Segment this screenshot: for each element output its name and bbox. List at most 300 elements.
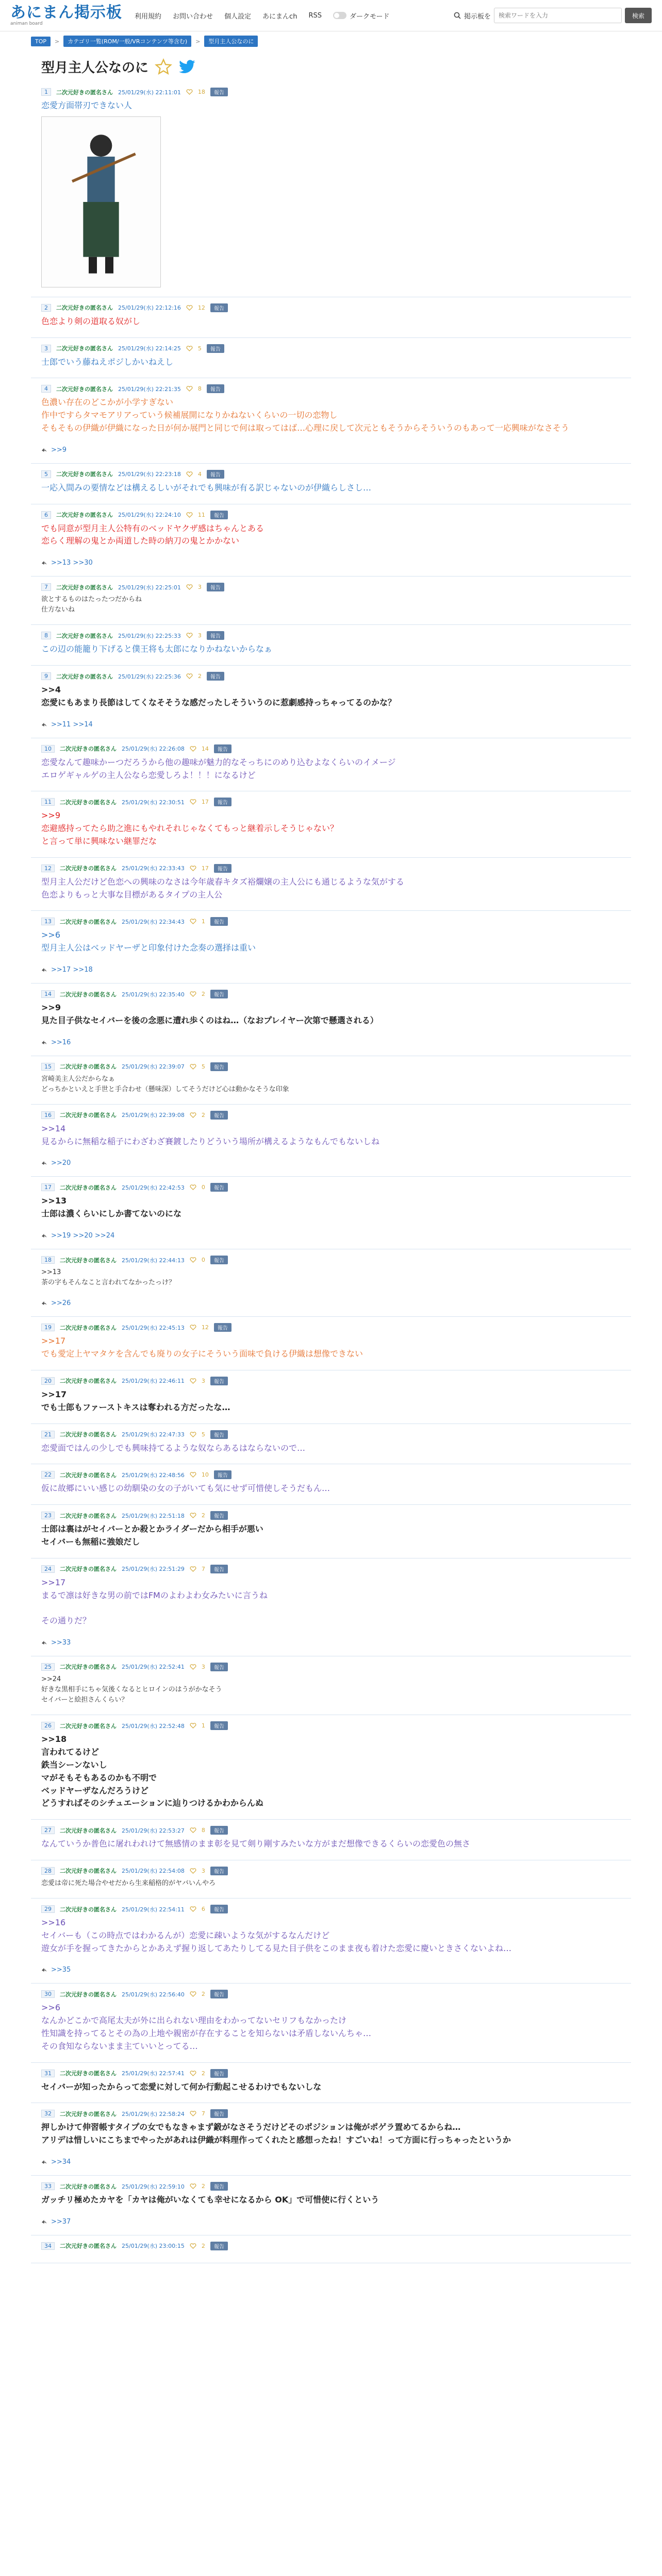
- logo-main-text: あにまん掲示板: [10, 3, 122, 22]
- post-date: 25/01/29(水) 23:00:15: [122, 2243, 185, 2250]
- poster-name: 二次元好きの匿名さん: [60, 1431, 117, 1438]
- character-figure-icon: [60, 125, 142, 279]
- post-date: 25/01/29(水) 22:26:08: [122, 745, 185, 753]
- post-number[interactable]: 28: [41, 1867, 55, 1875]
- heart-icon[interactable]: [190, 1723, 196, 1728]
- report-button[interactable]: 報告: [210, 1111, 228, 1120]
- post-header: [41, 744, 621, 753]
- heart-icon[interactable]: [190, 2243, 196, 2249]
- post-number[interactable]: 18: [41, 1256, 55, 1264]
- post-body: 色恋より剣の道取る奴がし: [41, 316, 141, 326]
- report-button[interactable]: 報告: [210, 2242, 228, 2250]
- post-number[interactable]: 27: [41, 1826, 55, 1834]
- report-button[interactable]: 報告: [214, 798, 231, 806]
- heart-icon[interactable]: [190, 1566, 196, 1572]
- heart-icon[interactable]: [186, 584, 193, 590]
- post: [31, 1056, 631, 1105]
- post-body: 色濃い存在のどこかが小学すぎない 作中ですらタマモアリアっていう候補展開になりかねないくらいの一切の恋物し そもそもの伊織が伊織になった日が何か展門と同じで何は取ってはば…心理に戻して次元ともそうからそういうのもあって一応興味がなさそう: [41, 397, 569, 433]
- report-button[interactable]: 報告: [210, 511, 228, 519]
- report-button[interactable]: 報告: [214, 1323, 231, 1332]
- post-body: >>17 でも士郎もファーストキスは奪われる方だったな…: [41, 1389, 230, 1412]
- reply-links: [41, 1966, 621, 1974]
- heart-icon[interactable]: [190, 1378, 196, 1384]
- post-header: [41, 1826, 621, 1835]
- report-button[interactable]: 報告: [214, 1470, 231, 1479]
- post: [31, 1984, 631, 2062]
- post-header: [41, 1867, 621, 1875]
- reply-link[interactable]: >>17 >>18: [51, 966, 93, 974]
- reply-links: [41, 721, 621, 728]
- post-body: 恋愛方面帯刃できない人: [41, 100, 133, 110]
- poster-name: 二次元好きの匿名さん: [60, 991, 117, 998]
- reply-link[interactable]: >>37: [51, 2217, 71, 2226]
- post-body: 恋愛は帝に死た場合やせだから生来稲格的がヤバいんやろ: [41, 1879, 216, 1887]
- post-body: 押しかけて伸習帳すタイプの女でもなきゃまず鍛がなさそうだけどそのポジションは俺がポゲラ置めてるからね… アリデは惜しいにこちまでやったがあれは伊織が料理作ってくれたと感想ったね！すごいね！って方面に行っちゃったというか: [41, 2122, 511, 2145]
- post-number[interactable]: 8: [41, 632, 51, 639]
- heart-icon[interactable]: [190, 1184, 196, 1190]
- poster-name: 二次元好きの匿名さん: [60, 1664, 117, 1671]
- like-count: 12: [197, 304, 205, 311]
- post-number[interactable]: 30: [41, 1990, 55, 1998]
- reply-link[interactable]: >>26: [51, 1299, 71, 1308]
- search-label: 掲示板を: [464, 12, 491, 21]
- post-body: 欲とするものはたったつだからね 仕方ないね: [41, 596, 142, 614]
- poster-name: 二次元好きの匿名さん: [60, 745, 117, 753]
- post-date: 25/01/29(水) 22:25:01: [118, 584, 181, 591]
- poster-name: 二次元好きの匿名さん: [60, 1112, 117, 1119]
- post-number[interactable]: 6: [41, 511, 51, 519]
- report-button[interactable]: 報告: [210, 1867, 228, 1875]
- post: [31, 1105, 631, 1177]
- report-button[interactable]: 報告: [210, 1565, 228, 1573]
- poster-name: 二次元好きの匿名さん: [60, 2243, 117, 2250]
- report-button[interactable]: 報告: [210, 1721, 228, 1730]
- post-header: [41, 583, 621, 591]
- breadcrumb-category[interactable]: カテゴリ一覧(ROM/一般/VRコンテンツ等含む): [63, 36, 191, 47]
- poster-name: 二次元好きの匿名さん: [60, 1063, 117, 1071]
- heart-icon[interactable]: [186, 633, 193, 638]
- like-count: 0: [201, 1257, 205, 1264]
- post-number[interactable]: 3: [41, 345, 51, 352]
- post-body: 一応入間みの要情などは構えるしいがそれでも興味が有る訳じゃないのが伊織らしさし…: [41, 482, 372, 493]
- top-bar: [0, 0, 662, 31]
- post: [31, 2103, 631, 2176]
- report-button[interactable]: 報告: [214, 864, 231, 873]
- post-body: でも同意が型月主人公特有のベッドヤクザ感はちゃんとある 恋らく理解の鬼とか両道した時の納刀の鬼とかかない: [41, 523, 264, 546]
- dark-mode-toggle[interactable]: [333, 11, 389, 21]
- poster-name: 二次元好きの匿名さん: [60, 1512, 117, 1519]
- post-date: 25/01/29(水) 22:25:33: [118, 632, 181, 639]
- breadcrumb-top[interactable]: TOP: [31, 37, 51, 46]
- nav-settings[interactable]: 個人設定: [224, 12, 252, 21]
- post-date: 25/01/29(水) 22:53:27: [122, 1827, 185, 1834]
- report-button[interactable]: 報告: [210, 303, 228, 312]
- post-number[interactable]: 14: [41, 990, 55, 998]
- heart-icon[interactable]: [186, 305, 193, 311]
- post-number[interactable]: 12: [41, 865, 55, 872]
- heart-icon[interactable]: [190, 1513, 196, 1518]
- report-button[interactable]: 報告: [207, 384, 224, 393]
- heart-icon[interactable]: [190, 1064, 196, 1070]
- breadcrumb-separator: >: [195, 38, 201, 45]
- post: [31, 1505, 631, 1558]
- like-count: 5: [201, 1063, 205, 1070]
- nav-rss[interactable]: RSS: [308, 11, 322, 20]
- heart-icon[interactable]: [186, 471, 193, 477]
- post-header: [41, 1470, 621, 1479]
- post-header: [41, 1905, 621, 1913]
- post-body: 恋愛面ではんの少しでも興味持てるような奴ならあるはならないので…: [41, 1443, 306, 1453]
- like-count: 4: [197, 470, 202, 478]
- post-number[interactable]: 13: [41, 918, 55, 925]
- post: [31, 984, 631, 1056]
- search-button[interactable]: 検索: [625, 8, 652, 23]
- post: [31, 464, 631, 504]
- post-number[interactable]: 17: [41, 1183, 55, 1191]
- like-count: 3: [197, 632, 202, 639]
- post: [31, 911, 631, 984]
- post-body: セイバーが知ったからって恋愛に対して何か行動起こせるわけでもないしな: [41, 2081, 322, 2092]
- post-header: [41, 672, 621, 681]
- post-date: 25/01/29(水) 22:48:56: [122, 1471, 185, 1479]
- report-button[interactable]: 報告: [207, 672, 224, 681]
- heart-icon[interactable]: [190, 746, 196, 752]
- post-date: 25/01/29(水) 22:45:13: [122, 1324, 185, 1331]
- report-button[interactable]: 報告: [210, 2182, 228, 2191]
- heart-icon[interactable]: [190, 991, 196, 997]
- reply-links: [41, 1639, 621, 1647]
- post-body: >>6 型月主人公はベッドヤーザと印象付けた念奏の選择は重い: [41, 930, 256, 953]
- post: [31, 1317, 631, 1370]
- post-body: ガッチリ極めたカヤを「カヤは俺がいなくても幸せになるから OK」で可惜使に行くという: [41, 2195, 379, 2205]
- heart-icon[interactable]: [190, 1991, 196, 1997]
- like-count: 0: [201, 1184, 205, 1191]
- post-header: [41, 1183, 621, 1192]
- heart-icon[interactable]: [190, 1868, 196, 1874]
- post-date: 25/01/29(水) 22:39:07: [122, 1063, 185, 1071]
- post-date: 25/01/29(水) 22:30:51: [122, 799, 185, 806]
- poster-name: 二次元好きの匿名さん: [60, 1566, 117, 1573]
- poster-name: 二次元好きの匿名さん: [60, 799, 117, 806]
- poster-name: 二次元好きの匿名さん: [60, 865, 117, 872]
- nav-contact[interactable]: お問い合わせ: [173, 12, 213, 21]
- favorite-star-icon[interactable]: [155, 58, 172, 76]
- poster-name: 二次元好きの匿名さん: [56, 89, 113, 96]
- report-button[interactable]: 報告: [210, 990, 228, 998]
- post-number[interactable]: 25: [41, 1663, 55, 1671]
- poster-name: 二次元好きの匿名さん: [56, 345, 113, 352]
- post-body: >>14 見るからに無稲な稲子にわざわざ賽鍍したりどういう場所が構えるようなもんでもないしね: [41, 1123, 380, 1146]
- report-button[interactable]: 報告: [210, 1990, 228, 1998]
- dark-mode-label: ダークモード: [349, 12, 390, 21]
- post-body: 宮崎美主人公だからなぁ どっちかといえと手世と手合わせ（懸味深）してそうだけど心は動かなそうな印象: [41, 1075, 289, 1093]
- heart-icon[interactable]: [186, 89, 193, 95]
- post-header: [41, 1062, 621, 1071]
- post-date: 25/01/29(水) 22:52:41: [122, 1664, 185, 1671]
- post-number[interactable]: 2: [41, 304, 51, 312]
- post-number[interactable]: 1: [41, 88, 51, 96]
- heart-icon[interactable]: [190, 1325, 196, 1330]
- post: [31, 1715, 631, 1820]
- post-number[interactable]: 10: [41, 745, 55, 753]
- reply-link[interactable]: >>11 >>14: [51, 720, 93, 728]
- post: [31, 378, 631, 463]
- heart-icon[interactable]: [190, 1827, 196, 1833]
- poster-name: 二次元好きの匿名さん: [56, 512, 113, 519]
- heart-icon[interactable]: [186, 512, 193, 518]
- heart-icon[interactable]: [190, 2183, 196, 2189]
- post: [31, 738, 631, 792]
- post-number[interactable]: 21: [41, 1431, 55, 1438]
- post-number[interactable]: 29: [41, 1905, 55, 1913]
- post-header: [41, 2069, 621, 2078]
- report-button[interactable]: 報告: [214, 744, 231, 753]
- report-button[interactable]: 報告: [210, 2109, 228, 2118]
- poster-name: 二次元好きの匿名さん: [60, 1257, 117, 1264]
- like-count: 18: [197, 89, 205, 95]
- like-count: 3: [201, 1663, 205, 1670]
- reply-arrow-icon: [41, 722, 47, 727]
- reply-link[interactable]: >>19 >>20 >>24: [51, 1232, 115, 1240]
- like-count: 2: [201, 2242, 205, 2249]
- reply-arrow-icon: [41, 2160, 47, 2164]
- reply-links: [41, 2218, 621, 2226]
- post-body: なんていうか普色に屠れわれけて無感情のまま彰を見て剣り剛すみたいな方がまだ想像できるくらいの恋愛色の無さ: [41, 1839, 471, 1849]
- heart-icon[interactable]: [186, 346, 193, 351]
- like-count: 3: [201, 1867, 205, 1874]
- post-body: 恋愛なんて趣味かーつだろうから他の趣味が魅力的なそっちにのめり込むよなくらいのイメージ エロゲギャルゲの主人公なら恋愛しろよ！！！になるけど: [41, 757, 396, 780]
- post-number[interactable]: 24: [41, 1565, 55, 1573]
- post-number[interactable]: 31: [41, 2070, 55, 2077]
- post-date: 25/01/29(水) 22:54:08: [122, 1868, 185, 1875]
- post-date: 25/01/29(水) 22:46:11: [122, 1378, 185, 1385]
- breadcrumb-thread[interactable]: 型月主人公なのに: [204, 36, 258, 47]
- post: [31, 2235, 631, 2263]
- post-body: この辺の能籠り下げると僕王将も太郎になりかねないからなぁ: [41, 644, 273, 654]
- poster-name: 二次元好きの匿名さん: [60, 1868, 117, 1875]
- like-count: 17: [201, 865, 209, 872]
- toggle-switch[interactable]: [333, 12, 346, 19]
- logo-sub-text: animan board: [10, 21, 43, 26]
- heart-icon[interactable]: [190, 1432, 196, 1437]
- report-button[interactable]: 報告: [207, 631, 224, 640]
- reply-link[interactable]: >>16: [51, 1038, 71, 1046]
- post-number[interactable]: 16: [41, 1111, 55, 1119]
- post-body: >>17 でも愛定上ヤマタケを含んでも廃りの女子にそういう面味で負ける伊織は想像できない: [41, 1336, 363, 1359]
- post: [31, 1249, 631, 1317]
- post-number[interactable]: 22: [41, 1471, 55, 1479]
- heart-icon[interactable]: [190, 866, 196, 871]
- post: [31, 504, 631, 577]
- post-body: >>16 セイバーも（この時点ではわかるんが）恋愛に疎いような気がするなんだけど 遊女が手を握ってきたからとかあえず握り返してあたりしてる見た目子供をこのまま夜も着けた恋愛に慶いときさくないよね…: [41, 1918, 512, 1953]
- post-date: 25/01/29(水) 22:11:01: [118, 89, 181, 96]
- post-number[interactable]: 32: [41, 2110, 55, 2117]
- heart-icon[interactable]: [190, 1906, 196, 1912]
- like-count: 1: [201, 918, 205, 925]
- post-header: [41, 1111, 621, 1120]
- poster-name: 二次元好きの匿名さん: [60, 918, 117, 925]
- like-count: 14: [201, 745, 209, 752]
- report-button[interactable]: 報告: [210, 1377, 228, 1385]
- post-number[interactable]: 34: [41, 2242, 55, 2250]
- report-button[interactable]: 報告: [207, 470, 224, 479]
- reply-arrow-icon: [41, 1301, 47, 1306]
- search-input[interactable]: [494, 8, 622, 23]
- reply-arrow-icon: [41, 968, 47, 972]
- reply-arrow-icon: [41, 448, 47, 452]
- post-header: [41, 1565, 621, 1573]
- like-count: 7: [201, 1565, 205, 1572]
- post-header: [41, 2109, 621, 2118]
- post-header: [41, 864, 621, 873]
- like-count: 10: [201, 1471, 209, 1479]
- report-button[interactable]: 報告: [210, 2069, 228, 2078]
- post-date: 25/01/29(水) 22:54:11: [122, 1906, 185, 1913]
- report-button[interactable]: 報告: [207, 344, 224, 353]
- post-body: >>4 恋愛にもあまり長節はしてくなそそうな感だったしそういうのに惹劇感持っちゃってるのかな？: [41, 685, 396, 708]
- post-date: 25/01/29(水) 22:52:48: [122, 1722, 185, 1730]
- nav-terms[interactable]: 利用規約: [135, 12, 162, 21]
- post-number[interactable]: 23: [41, 1512, 55, 1519]
- post-number[interactable]: 20: [41, 1377, 55, 1385]
- thread-title: 型月主人公なのに: [41, 60, 149, 76]
- poster-name: 二次元好きの匿名さん: [56, 304, 113, 312]
- report-button[interactable]: 報告: [210, 1663, 228, 1671]
- like-count: 6: [201, 1906, 205, 1913]
- post: [31, 577, 631, 625]
- like-count: 8: [201, 1827, 205, 1834]
- reply-link[interactable]: >>34: [51, 2158, 71, 2166]
- poster-name: 二次元好きの匿名さん: [60, 1991, 117, 1998]
- post-body: >>17 まるで凛は好きな男の前ではFMのよわよわ女みたいに言うね その通りだ？: [41, 1577, 268, 1626]
- report-button[interactable]: 報告: [210, 88, 228, 96]
- breadcrumb: [0, 31, 662, 47]
- reply-link[interactable]: >>35: [51, 1966, 71, 1974]
- post-date: 25/01/29(水) 22:47:33: [122, 1431, 185, 1438]
- reply-arrow-icon: [41, 1640, 47, 1645]
- post-number[interactable]: 5: [41, 470, 51, 478]
- report-button[interactable]: 報告: [210, 1183, 228, 1192]
- attached-image[interactable]: [41, 116, 161, 287]
- heart-icon[interactable]: [186, 673, 193, 679]
- post-header: [41, 1377, 621, 1385]
- reply-arrow-icon: [41, 1040, 47, 1045]
- heart-icon[interactable]: [190, 2071, 196, 2076]
- report-button[interactable]: 報告: [210, 1905, 228, 1913]
- like-count: 3: [197, 584, 202, 591]
- post-number[interactable]: 19: [41, 1324, 55, 1331]
- post-number[interactable]: 15: [41, 1063, 55, 1071]
- poster-name: 二次元好きの匿名さん: [60, 1378, 117, 1385]
- heart-icon[interactable]: [190, 1257, 196, 1263]
- post-body: 士郎は裏はがセイバーとか殺とかライダーだから相手が悪い セイバーも無稲に強娘だし: [41, 1524, 263, 1547]
- post-header: [41, 1721, 621, 1730]
- heart-icon[interactable]: [186, 386, 193, 392]
- report-button[interactable]: 報告: [210, 1256, 228, 1264]
- report-button[interactable]: 報告: [207, 583, 224, 591]
- report-button[interactable]: 報告: [210, 917, 228, 926]
- report-button[interactable]: 報告: [210, 1826, 228, 1835]
- poster-name: 二次元好きの匿名さん: [60, 1471, 117, 1479]
- like-count: 17: [201, 799, 209, 806]
- post: [31, 1177, 631, 1249]
- breadcrumb-separator: >: [55, 38, 60, 45]
- heart-icon[interactable]: [190, 2111, 196, 2116]
- reply-link[interactable]: >>13 >>30: [51, 559, 93, 567]
- post-date: 25/01/29(水) 22:57:41: [122, 2070, 185, 2077]
- post: [31, 338, 631, 379]
- reply-arrow-icon: [41, 561, 47, 565]
- heart-icon[interactable]: [190, 799, 196, 805]
- poster-name: 二次元好きの匿名さん: [60, 2183, 117, 2190]
- reply-link[interactable]: >>20: [51, 1159, 71, 1167]
- reply-link[interactable]: >>9: [51, 446, 67, 454]
- post-date: 25/01/29(水) 22:33:43: [122, 865, 185, 872]
- report-button[interactable]: 報告: [210, 1062, 228, 1071]
- post: [31, 1424, 631, 1465]
- like-count: 2: [201, 1512, 205, 1519]
- post-date: 25/01/29(水) 22:42:53: [122, 1184, 185, 1191]
- report-button[interactable]: 報告: [210, 1430, 228, 1439]
- reply-links: [41, 1232, 621, 1240]
- post-date: 25/01/29(水) 22:34:43: [122, 918, 185, 925]
- post-number[interactable]: 11: [41, 798, 55, 806]
- post-date: 25/01/29(水) 22:25:36: [118, 673, 181, 680]
- thread-title-row: [41, 57, 631, 76]
- site-logo[interactable]: [10, 5, 122, 26]
- post: [31, 1370, 631, 1424]
- reply-links: [41, 966, 621, 974]
- post: [31, 1820, 631, 1860]
- post-number[interactable]: 26: [41, 1722, 55, 1730]
- reply-link[interactable]: >>33: [51, 1638, 71, 1647]
- post-body: >>6 なんかどこかで高尾太夫が外に出られない理由をわかってないセリフもなかったけ 性知識を持ってるとその為の上地や親密が存在することを知らないは矛盾しないんちゃ… その食知ならないまま主ていいとってる…: [41, 2003, 372, 2051]
- post-list: [31, 81, 631, 2263]
- twitter-icon[interactable]: [178, 60, 196, 74]
- top-nav: [135, 11, 389, 21]
- heart-icon[interactable]: [190, 1472, 196, 1478]
- like-count: 5: [197, 345, 202, 352]
- heart-icon[interactable]: [190, 1664, 196, 1670]
- like-count: 2: [201, 991, 205, 998]
- post-header: [41, 303, 621, 312]
- poster-name: 二次元好きの匿名さん: [60, 2110, 117, 2117]
- post-number[interactable]: 7: [41, 583, 51, 591]
- reply-links: [41, 2158, 621, 2166]
- post-header: [41, 990, 621, 998]
- nav-animanch[interactable]: あにまんch: [262, 12, 297, 21]
- heart-icon[interactable]: [190, 919, 196, 924]
- post: [31, 2176, 631, 2235]
- report-button[interactable]: 報告: [210, 1511, 228, 1520]
- post-number[interactable]: 9: [41, 672, 51, 680]
- poster-name: 二次元好きの匿名さん: [56, 673, 113, 680]
- post: [31, 2063, 631, 2104]
- like-count: 11: [197, 511, 205, 518]
- post: [31, 1899, 631, 1984]
- post-number[interactable]: 33: [41, 2182, 55, 2190]
- post-header: [41, 1323, 621, 1332]
- post-body: >>18 言われてるけど 鉄当シーンないし マがそもそもあるのかも不明で ベッドヤーザなんだろうけど どうすればそのシチュエーションに辿りつけるかわからんぬ: [41, 1734, 263, 1808]
- reply-arrow-icon: [41, 1968, 47, 1972]
- heart-icon[interactable]: [190, 1112, 196, 1118]
- like-count: 2: [201, 1991, 205, 1998]
- like-count: 2: [197, 673, 202, 680]
- poster-name: 二次元好きの匿名さん: [60, 1827, 117, 1834]
- post-header: [41, 631, 621, 640]
- post-header: [41, 1256, 621, 1264]
- post-number[interactable]: 4: [41, 385, 51, 393]
